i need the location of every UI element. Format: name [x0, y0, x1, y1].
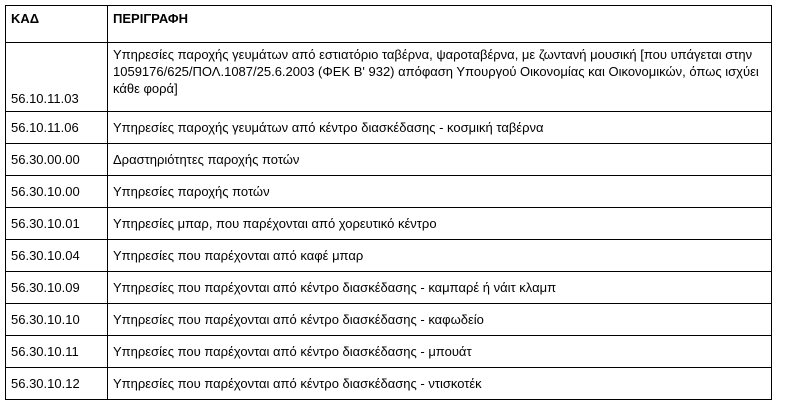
table-header — [6, 6, 772, 43]
row-description: Υπηρεσίες μπαρ, που παρέχονται από χορευτικό κέντρο — [108, 208, 772, 240]
kad-table — [5, 5, 772, 400]
table-row — [6, 43, 772, 112]
row-description: Δραστηριότητες παροχής ποτών — [108, 144, 772, 176]
row-code: 56.30.00.00 — [6, 144, 108, 176]
row-code: 56.30.10.12 — [6, 368, 108, 400]
row-code: 56.10.11.06 — [6, 112, 108, 144]
row-description: Υπηρεσίες παροχής γευμάτων από εστιατόριο ταβέρνα, ψαροταβέρνα, με ζωντανή μουσική [που υπάγεται στην 1059176/625/ΠΟΛ.1087/25.6.2003 (ΦΕΚ Β' 932) απόφαση Υπουργού Οικονομίας και Οικονομικών, όπως ισχύει κάθε φορά] — [108, 43, 772, 112]
row-description: Υπηρεσίες παροχής γευμάτων από κέντρο διασκέδασης - κοσμική ταβέρνα — [108, 112, 772, 144]
table-row — [6, 336, 772, 368]
row-code: 56.30.10.00 — [6, 176, 108, 208]
row-description: Υπηρεσίες παροχής ποτών — [108, 176, 772, 208]
table-row — [6, 208, 772, 240]
row-description: Υπηρεσίες που παρέχονται από κέντρο διασκέδασης - μπουάτ — [108, 336, 772, 368]
table-row — [6, 304, 772, 336]
row-code: 56.30.10.11 — [6, 336, 108, 368]
row-code: 56.10.11.03 — [6, 43, 108, 112]
row-description: Υπηρεσίες που παρέχονται από κέντρο διασκέδασης - καμπαρέ ή νάιτ κλαμπ — [108, 272, 772, 304]
row-code: 56.30.10.01 — [6, 208, 108, 240]
row-description: Υπηρεσίες που παρέχονται από καφέ μπαρ — [108, 240, 772, 272]
row-description: Υπηρεσίες που παρέχονται από κέντρο διασκέδασης - ντισκοτέκ — [108, 368, 772, 400]
table-row — [6, 144, 772, 176]
table-row — [6, 272, 772, 304]
table-row — [6, 176, 772, 208]
row-code: 56.30.10.09 — [6, 272, 108, 304]
row-code: 56.30.10.04 — [6, 240, 108, 272]
table-row — [6, 112, 772, 144]
header-row — [6, 6, 772, 43]
header-code: ΚΑΔ — [6, 6, 108, 43]
row-description: Υπηρεσίες που παρέχονται από κέντρο διασκέδασης - καφωδείο — [108, 304, 772, 336]
header-description: ΠΕΡΙΓΡΑΦΗ — [108, 6, 772, 43]
table-body — [6, 43, 772, 400]
row-code: 56.30.10.10 — [6, 304, 108, 336]
table-row — [6, 240, 772, 272]
table-row — [6, 368, 772, 400]
